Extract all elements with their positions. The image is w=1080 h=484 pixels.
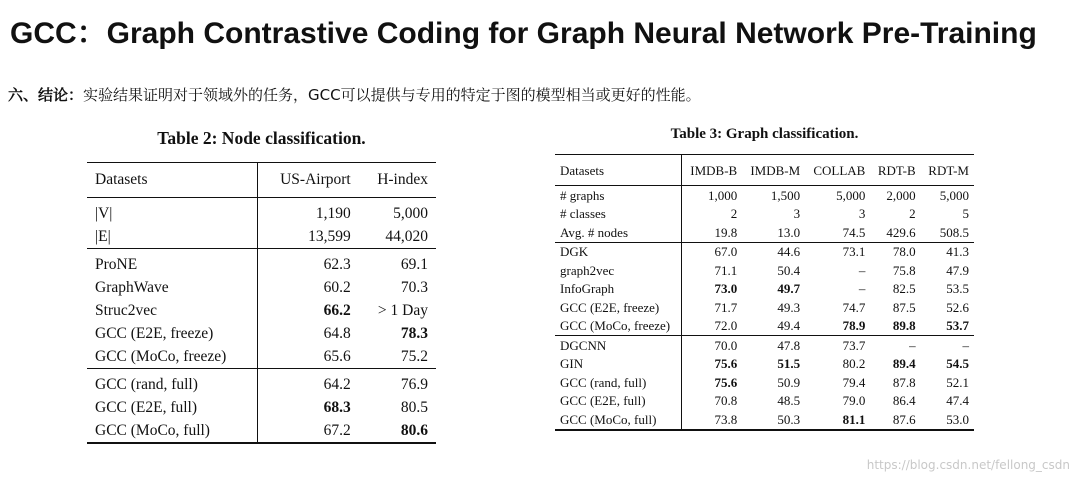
table-cell: 1,190 xyxy=(258,198,359,226)
table-cell: ProNE xyxy=(87,249,258,277)
table-cell: 86.4 xyxy=(892,393,916,409)
table-cell: 74.7 xyxy=(842,299,866,315)
table-row xyxy=(87,249,436,277)
table-row xyxy=(555,242,974,261)
table-cell: 19.8 xyxy=(714,224,738,240)
table-cell: 52.6 xyxy=(946,299,969,315)
table-row xyxy=(555,317,974,336)
table-row xyxy=(87,198,436,226)
table-cell: 2 xyxy=(909,206,916,222)
table-cell: 71.1 xyxy=(714,262,738,278)
table2 xyxy=(87,162,436,444)
table-cell: Struc2vec xyxy=(87,299,258,322)
table-row xyxy=(555,355,974,374)
table-cell: GCC (E2E, freeze) xyxy=(87,322,258,345)
table-row xyxy=(87,276,436,299)
table-row xyxy=(87,299,436,322)
table-row xyxy=(555,336,974,355)
table-cell: 78.0 xyxy=(870,242,920,261)
table-cell: 5,000 xyxy=(359,198,436,226)
table-cell: 49.3 xyxy=(777,299,801,315)
conclusion-text: 实验结果证明对于领域外的任务，GCC可以提供与专用的特定于图的模型相当或更好的性能。 xyxy=(83,86,701,104)
table-cell: 44.6 xyxy=(742,242,805,261)
table-cell: 5 xyxy=(962,206,969,222)
table2-caption: Table 2: Node classification. xyxy=(157,128,366,148)
table3-header-cell: Datasets xyxy=(555,155,682,186)
table3-header-row xyxy=(555,155,974,186)
table-cell: 41.3 xyxy=(921,242,974,261)
table3-header-cell: IMDB-B xyxy=(682,155,742,186)
table-cell: 2,000 xyxy=(870,186,920,205)
table-cell: 70.3 xyxy=(400,278,428,296)
table-row xyxy=(87,225,436,249)
table-cell: 53.7 xyxy=(946,318,969,334)
table-row xyxy=(555,280,974,299)
table3-header-cell: RDT-B xyxy=(870,155,920,186)
table3-header-cell: COLLAB xyxy=(805,155,870,186)
page-title: GCC：Graph Contrastive Coding for Graph Neural Network Pre-Training xyxy=(10,17,1037,50)
table-row xyxy=(87,369,436,397)
table-cell: 80.6 xyxy=(359,419,436,443)
table-cell: 50.4 xyxy=(777,262,801,278)
table-cell: – xyxy=(858,281,866,297)
table-cell: 67.0 xyxy=(682,242,742,261)
table-cell: 47.4 xyxy=(946,393,969,409)
table-cell: 2 xyxy=(730,206,738,222)
table-cell: |E| xyxy=(87,225,258,249)
table-row xyxy=(555,186,974,205)
table2-header-cell: Datasets xyxy=(87,163,258,198)
table-row xyxy=(87,396,436,419)
table-cell: 52.1 xyxy=(946,374,969,390)
table-cell: GIN xyxy=(555,355,682,374)
table-cell: InfoGraph xyxy=(555,280,682,299)
table-cell: 71.7 xyxy=(714,299,738,315)
table-cell: 54.5 xyxy=(946,356,969,372)
table-cell: # classes xyxy=(555,205,682,224)
table-cell: 70.0 xyxy=(682,336,742,355)
table-cell: – xyxy=(858,262,866,278)
conclusion-line xyxy=(8,84,701,105)
table-cell: 66.2 xyxy=(323,301,351,319)
table-cell: 70.8 xyxy=(714,393,738,409)
table-cell: 13,599 xyxy=(308,227,351,245)
table-cell: 81.1 xyxy=(805,410,870,430)
table2-header-cell: US-Airport xyxy=(258,163,359,198)
table-cell: 65.6 xyxy=(323,347,351,365)
table-cell: 5,000 xyxy=(805,186,870,205)
table-cell: 508.5 xyxy=(939,224,969,240)
table-cell: 80.5 xyxy=(400,398,428,416)
table-cell: 1,500 xyxy=(742,186,805,205)
table-cell: 73.8 xyxy=(682,410,742,430)
table-cell: DGK xyxy=(555,242,682,261)
table-cell: 64.8 xyxy=(323,324,351,342)
table-row xyxy=(87,419,436,443)
table-cell: 82.5 xyxy=(892,281,916,297)
table-cell: 64.2 xyxy=(258,369,359,397)
table-cell: 87.8 xyxy=(892,374,916,390)
table-cell: 75.6 xyxy=(714,356,738,372)
table-cell: GCC (E2E, freeze) xyxy=(555,298,682,317)
table-cell: 75.8 xyxy=(892,262,916,278)
table-row xyxy=(555,410,974,430)
table-row xyxy=(555,298,974,317)
table-cell: 3 xyxy=(793,206,801,222)
table3 xyxy=(555,154,974,431)
table3-header-cell: IMDB-M xyxy=(742,155,805,186)
table-cell: 44,020 xyxy=(385,227,428,245)
table-cell: 89.8 xyxy=(892,318,916,334)
table-cell: 51.5 xyxy=(777,356,801,372)
table-cell: 53.0 xyxy=(921,410,974,430)
table-cell: 79.4 xyxy=(842,374,866,390)
table-cell: 62.3 xyxy=(258,249,359,277)
table-row xyxy=(555,261,974,280)
table-cell: 75.2 xyxy=(400,347,428,365)
table3-caption: Table 3: Graph classification. xyxy=(670,126,859,142)
table-cell: 67.2 xyxy=(258,419,359,443)
table3-header-cell: RDT-M xyxy=(921,155,974,186)
table2-header-cell: H-index xyxy=(359,163,436,198)
table-row xyxy=(87,345,436,369)
table-cell: 73.0 xyxy=(714,281,738,297)
table-cell: 72.0 xyxy=(714,318,738,334)
table-row xyxy=(555,205,974,224)
conclusion-lead: 六、结论： xyxy=(8,86,84,104)
table-cell: 47.8 xyxy=(742,336,805,355)
table-cell: 78.3 xyxy=(400,324,428,342)
table-cell: 78.9 xyxy=(842,318,866,334)
watermark: https://blog.csdn.net/fellong_csdn xyxy=(866,458,1070,472)
table-cell: # graphs xyxy=(555,186,682,205)
table-cell: 80.2 xyxy=(842,356,866,372)
table-cell: 75.6 xyxy=(714,374,738,390)
table-row xyxy=(87,322,436,345)
table-cell: GCC (rand, full) xyxy=(555,373,682,392)
table-cell: graph2vec xyxy=(555,261,682,280)
table-cell: 48.5 xyxy=(777,393,801,409)
table-cell: DGCNN xyxy=(555,336,682,355)
table-row xyxy=(555,223,974,242)
table-cell: GCC (MoCo, freeze) xyxy=(555,317,682,336)
table-cell: GCC (E2E, full) xyxy=(87,396,258,419)
table-cell: GCC (MoCo, freeze) xyxy=(87,345,258,369)
table-cell: 1,000 xyxy=(682,186,742,205)
table-cell: 69.1 xyxy=(359,249,436,277)
table-cell: 76.9 xyxy=(359,369,436,397)
table-cell: 13.0 xyxy=(777,224,801,240)
table-cell: > 1 Day xyxy=(377,301,428,319)
table-cell: – xyxy=(921,336,974,355)
table-cell: 47.9 xyxy=(946,262,969,278)
table-cell: 68.3 xyxy=(323,398,351,416)
table-cell: 49.4 xyxy=(777,318,801,334)
table-cell: 73.7 xyxy=(805,336,870,355)
table2-header-row xyxy=(87,163,436,198)
table-cell: Avg. # nodes xyxy=(555,223,682,242)
table-cell: GCC (MoCo, full) xyxy=(555,410,682,430)
table-cell: GCC (E2E, full) xyxy=(555,392,682,411)
table-cell: 50.3 xyxy=(742,410,805,430)
table-cell: 53.5 xyxy=(946,281,969,297)
table-cell: 73.1 xyxy=(805,242,870,261)
table-cell: 60.2 xyxy=(323,278,351,296)
table-cell: 50.9 xyxy=(777,374,801,390)
table-cell: GCC (rand, full) xyxy=(87,369,258,397)
table-row xyxy=(555,392,974,411)
table-cell: 5,000 xyxy=(921,186,974,205)
table-cell: GCC (MoCo, full) xyxy=(87,419,258,443)
table-cell: |V| xyxy=(87,198,258,226)
table-cell: 49.7 xyxy=(777,281,801,297)
table-cell: 74.5 xyxy=(842,224,866,240)
table-cell: 429.6 xyxy=(886,224,916,240)
table-cell: GraphWave xyxy=(87,276,258,299)
table-cell: 87.6 xyxy=(870,410,920,430)
table-cell: 89.4 xyxy=(892,356,916,372)
table-cell: 87.5 xyxy=(892,299,916,315)
table-cell: 3 xyxy=(858,206,866,222)
table-row xyxy=(555,373,974,392)
table-cell: – xyxy=(870,336,920,355)
table-cell: 79.0 xyxy=(842,393,866,409)
